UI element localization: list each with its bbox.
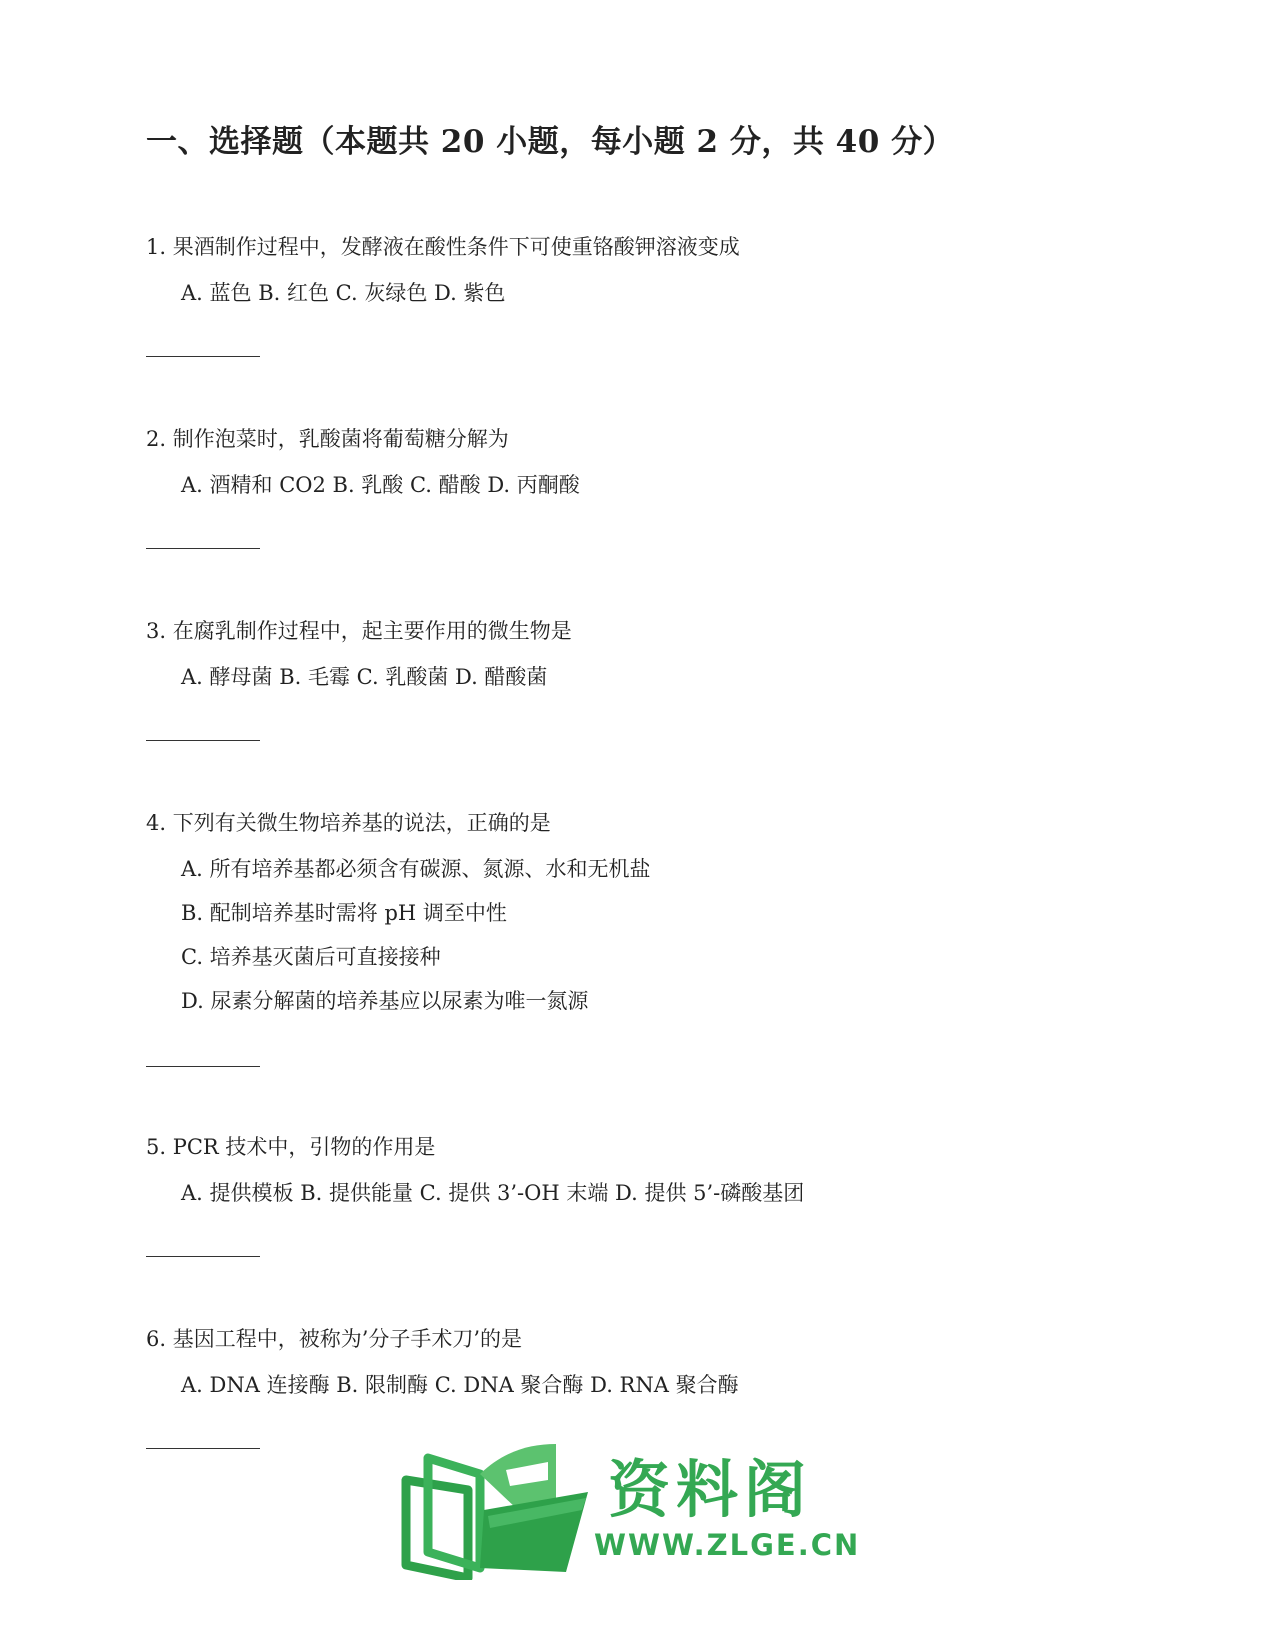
watermark-url: WWW.ZLGE.CN [594, 1528, 861, 1562]
open-book-icon [398, 1440, 598, 1580]
question-stem: 6. 基因工程中，被称为’分子手术刀’的是 [146, 1327, 523, 1351]
watermark-brand: 资料阁 [608, 1453, 813, 1526]
question-stem: 2. 制作泡菜时，乳酸菌将葡萄糖分解为 [146, 427, 509, 451]
question-stem: 3. 在腐乳制作过程中，起主要作用的微生物是 [146, 619, 572, 643]
answer-line [146, 1256, 260, 1257]
question-options [146, 1370, 1146, 1400]
option-c: C. 培养基灭菌后可直接接种 [181, 945, 441, 969]
answer-line [146, 740, 260, 741]
option-line: A. 酵母菌 B. 毛霉 C. 乳酸菌 D. 醋酸菌 [181, 665, 548, 689]
option-line: A. 提供模板 B. 提供能量 C. 提供 3’-OH 末端 D. 提供 5’-磷酸基团 [181, 1181, 805, 1205]
answer-line [146, 356, 260, 357]
option-b: B. 配制培养基时需将 pH 调至中性 [181, 901, 507, 925]
question-options [146, 278, 1146, 308]
question-6 [146, 1324, 1146, 1400]
question-options [146, 1178, 1146, 1208]
watermark-logo [398, 1440, 868, 1580]
answer-line [146, 1448, 260, 1449]
question-options [146, 470, 1146, 500]
question-5 [146, 1132, 1146, 1208]
question-3 [146, 616, 1146, 692]
question-1 [146, 232, 1146, 308]
question-stem: 5. PCR 技术中，引物的作用是 [146, 1135, 436, 1159]
option-a: A. 所有培养基都必须含有碳源、氮源、水和无机盐 [181, 857, 651, 881]
question-stem: 4. 下列有关微生物培养基的说法，正确的是 [146, 811, 551, 835]
option-line: A. DNA 连接酶 B. 限制酶 C. DNA 聚合酶 D. RNA 聚合酶 [181, 1373, 739, 1397]
option-line: A. 蓝色 B. 红色 C. 灰绿色 D. 紫色 [181, 281, 506, 305]
question-stem: 1. 果酒制作过程中，发酵液在酸性条件下可使重铬酸钾溶液变成 [146, 235, 740, 259]
section-title: 一、选择题（本题共 20 小题，每小题 2 分，共 40 分） [146, 124, 955, 160]
option-d: D. 尿素分解菌的培养基应以尿素为唯一氮源 [181, 989, 589, 1013]
question-options [146, 662, 1146, 692]
question-2 [146, 424, 1146, 500]
question-4 [146, 808, 1146, 1030]
answer-line [146, 1066, 260, 1067]
answer-line [146, 548, 260, 549]
option-line: A. 酒精和 CO2 B. 乳酸 C. 醋酸 D. 丙酮酸 [181, 473, 580, 497]
question-options [146, 854, 1146, 1030]
